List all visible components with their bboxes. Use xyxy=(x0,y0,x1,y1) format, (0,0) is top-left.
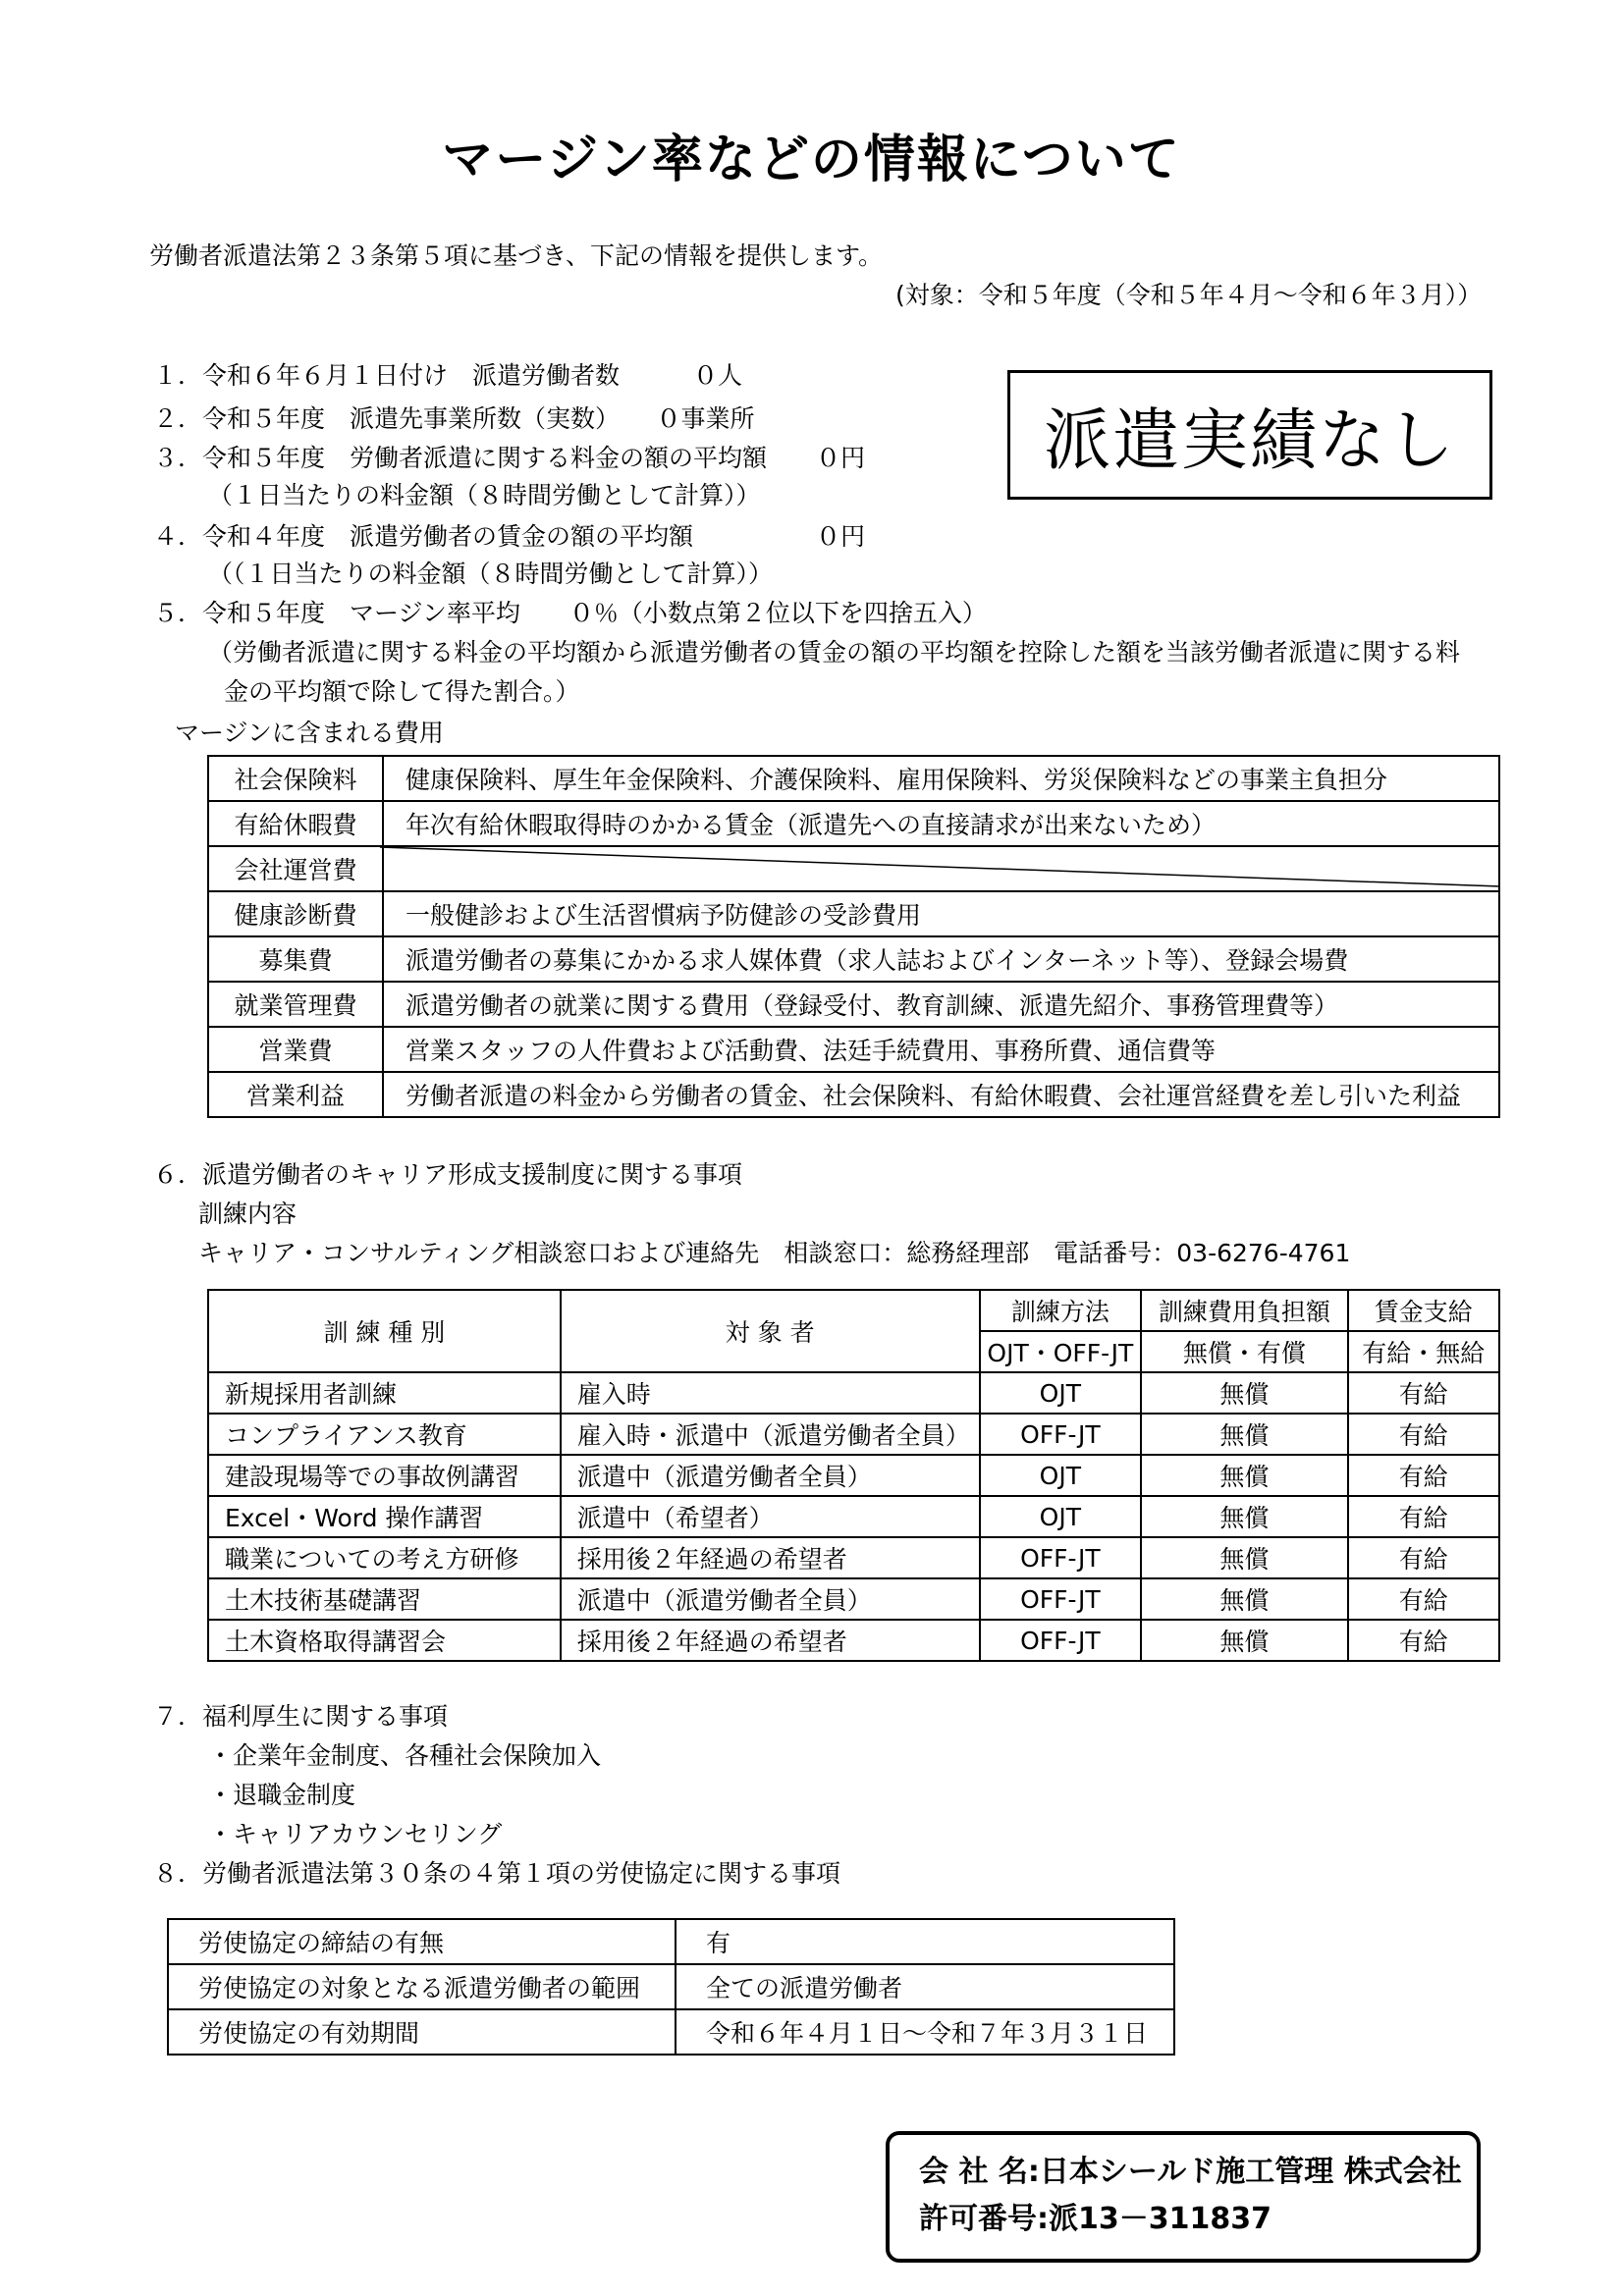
career-training-table xyxy=(207,1289,1500,1662)
table-row xyxy=(208,1414,1499,1455)
training-type-cell: 土木技術基礎講習 xyxy=(208,1578,561,1620)
target-cell: 雇入時・派遣中（派遣労働者全員） xyxy=(561,1414,980,1455)
col-training-type: 訓 練 種 別 xyxy=(208,1290,561,1372)
item-1: １．令和６年６月１日付け 派遣労働者数 ０人 xyxy=(153,361,743,390)
wage-cell: 有給 xyxy=(1348,1455,1500,1496)
cost-row xyxy=(208,936,1499,982)
cost-name: 会社運営費 xyxy=(208,846,383,891)
target-cell: 採用後２年経過の希望者 xyxy=(561,1537,980,1578)
fee-cell: 無償 xyxy=(1141,1414,1347,1455)
method-cell: OJT xyxy=(980,1372,1142,1414)
page-title: マージン率などの情報について xyxy=(442,131,1181,189)
section7-heading: ７．福利厚生に関する事項 xyxy=(153,1702,449,1731)
cost-heading: マージンに含まれる費用 xyxy=(175,719,444,747)
method-cell: OJT xyxy=(980,1496,1142,1537)
blank-cell-slash xyxy=(380,845,1500,888)
labor-label: 労使協定の有効期間 xyxy=(168,2009,676,2055)
cost-row xyxy=(208,801,1499,846)
item-2: ２．令和５年度 派遣先事業所数（実数） ０事業所 xyxy=(153,404,755,433)
method-cell: OFF-JT xyxy=(980,1414,1142,1455)
labor-row xyxy=(168,2009,1174,2055)
fee-cell: 無償 xyxy=(1141,1455,1347,1496)
col-fee-1: 訓練費用負担額 xyxy=(1141,1290,1347,1331)
item-5: ５．令和５年度 マージン率平均 ０％（小数点第２位以下を四捨五入） xyxy=(153,599,987,627)
cost-desc: 派遣労働者の就業に関する費用（登録受付、教育訓練、派遣先紹介、事務管理費等） xyxy=(383,982,1499,1027)
welfare-bullet: ・退職金制度 xyxy=(208,1781,356,1809)
fee-cell: 無償 xyxy=(1141,1537,1347,1578)
training-type-cell: 建設現場等での事故例講習 xyxy=(208,1455,561,1496)
cost-name: 健康診断費 xyxy=(208,891,383,936)
wage-cell: 有給 xyxy=(1348,1578,1500,1620)
cost-row xyxy=(208,756,1499,801)
fee-cell: 無償 xyxy=(1141,1496,1347,1537)
table-row xyxy=(208,1372,1499,1414)
cost-desc: 年次有給休暇取得時のかかる賃金（派遣先への直接請求が出来ないため） xyxy=(383,801,1499,846)
item-5-note-1: （労働者派遣に関する料金の平均額から派遣労働者の賃金の額の平均額を控除した額を当該労働者派遣に関する料 xyxy=(208,638,1461,667)
intro-text: 労働者派遣法第２３条第５項に基づき、下記の情報を提供します。 xyxy=(149,241,884,270)
wage-cell: 有給 xyxy=(1348,1496,1500,1537)
fee-cell: 無償 xyxy=(1141,1578,1347,1620)
section6-heading: ６．派遣労働者のキャリア形成支援制度に関する事項 xyxy=(153,1160,743,1189)
item-4: ４．令和４年度 派遣労働者の賃金の額の平均額 ０円 xyxy=(153,522,866,551)
fee-cell: 無償 xyxy=(1141,1620,1347,1661)
labor-label: 労使協定の締結の有無 xyxy=(168,1919,676,1964)
table-row xyxy=(208,1578,1499,1620)
labor-value: 全ての派遣労働者 xyxy=(676,1964,1174,2009)
wage-cell: 有給 xyxy=(1348,1620,1500,1661)
fee-cell: 無償 xyxy=(1141,1372,1347,1414)
cost-desc: 派遣労働者の募集にかかる求人媒体費（求人誌およびインターネット等）、登録会場費 xyxy=(383,936,1499,982)
section6-sub: 訓練内容 xyxy=(198,1200,298,1228)
target-cell: 採用後２年経過の希望者 xyxy=(561,1620,980,1661)
target-cell: 派遣中（希望者） xyxy=(561,1496,980,1537)
col-target: 対 象 者 xyxy=(561,1290,980,1372)
item-5-note-2: 金の平均額で除して得た割合。） xyxy=(224,677,580,706)
method-cell: OFF-JT xyxy=(980,1620,1142,1661)
welfare-bullet: ・キャリアカウンセリング xyxy=(208,1820,503,1848)
table-row xyxy=(208,1496,1499,1537)
method-cell: OJT xyxy=(980,1455,1142,1496)
cost-desc: 営業スタッフの人件費および活動費、法廷手続費用、事務所費、通信費等 xyxy=(383,1027,1499,1072)
cost-desc: 健康保険料、厚生年金保険料、介護保険料、雇用保険料、労災保険料などの事業主負担分 xyxy=(383,756,1499,801)
career-header-row xyxy=(208,1290,1499,1331)
career-contact: キャリア・コンサルティング相談窓口および連絡先 相談窓口：総務経理部 電話番号：03-6276-4761 xyxy=(198,1239,1351,1267)
col-method-1: 訓練方法 xyxy=(980,1290,1142,1331)
method-cell: OFF-JT xyxy=(980,1537,1142,1578)
cost-name: 有給休暇費 xyxy=(208,801,383,846)
col-fee-2: 無償・有償 xyxy=(1141,1331,1347,1372)
welfare-bullet: ・企業年金制度、各種社会保険加入 xyxy=(208,1741,602,1770)
cost-name: 社会保険料 xyxy=(208,756,383,801)
cost-row xyxy=(208,1072,1499,1117)
cost-name: 就業管理費 xyxy=(208,982,383,1027)
company-name: 会 社 名:日本シールド施工管理 株式会社 xyxy=(919,2155,1462,2189)
cost-name: 営業利益 xyxy=(208,1072,383,1117)
company-box xyxy=(886,2131,1481,2263)
labor-value: 令和６年４月１日～令和７年３月３１日 xyxy=(676,2009,1174,2055)
col-wage-1: 賃金支給 xyxy=(1348,1290,1500,1331)
target-cell: 派遣中（派遣労働者全員） xyxy=(561,1578,980,1620)
training-type-cell: Excel・Word 操作講習 xyxy=(208,1496,561,1537)
training-type-cell: 職業についての考え方研修 xyxy=(208,1537,561,1578)
target-cell: 雇入時 xyxy=(561,1372,980,1414)
labor-agreement-table xyxy=(167,1918,1175,2056)
training-type-cell: 土木資格取得講習会 xyxy=(208,1620,561,1661)
labor-label: 労使協定の対象となる派遣労働者の範囲 xyxy=(168,1964,676,2009)
cost-row xyxy=(208,1027,1499,1072)
col-wage-2: 有給・無給 xyxy=(1348,1331,1500,1372)
labor-value: 有 xyxy=(676,1919,1174,1964)
training-type-cell: 新規採用者訓練 xyxy=(208,1372,561,1414)
margin-cost-table xyxy=(207,755,1500,1118)
no-dispatch-stamp: 派遣実績なし xyxy=(1007,370,1492,500)
license-number: 許可番号:派13－311837 xyxy=(919,2202,1271,2236)
cost-desc: 一般健診および生活習慣病予防健診の受診費用 xyxy=(383,891,1499,936)
cost-row xyxy=(208,891,1499,936)
section8-heading: ８．労働者派遣法第３０条の４第１項の労使協定に関する事項 xyxy=(153,1859,841,1888)
wage-cell: 有給 xyxy=(1348,1372,1500,1414)
item-4-note: （（１日当たりの料金額（８時間労働として計算）） xyxy=(208,560,774,588)
diagonal-line xyxy=(380,847,1500,886)
labor-row xyxy=(168,1919,1174,1964)
wage-cell: 有給 xyxy=(1348,1414,1500,1455)
col-method-2: OJT・OFF-JT xyxy=(980,1331,1142,1372)
table-row xyxy=(208,1537,1499,1578)
table-row xyxy=(208,1620,1499,1661)
wage-cell: 有給 xyxy=(1348,1537,1500,1578)
cost-name: 営業費 xyxy=(208,1027,383,1072)
labor-row xyxy=(168,1964,1174,2009)
cost-row xyxy=(208,982,1499,1027)
item-3-note: （１日当たりの料金額（８時間労働として計算）） xyxy=(208,481,761,509)
table-row xyxy=(208,1455,1499,1496)
training-type-cell: コンプライアンス教育 xyxy=(208,1414,561,1455)
item-3: ３．令和５年度 労働者派遣に関する料金の額の平均額 ０円 xyxy=(153,444,866,472)
cost-desc: 労働者派遣の料金から労働者の賃金、社会保険料、有給休暇費、会社運営経費を差し引いた利益 xyxy=(383,1072,1499,1117)
method-cell: OFF-JT xyxy=(980,1578,1142,1620)
cost-name: 募集費 xyxy=(208,936,383,982)
target-cell: 派遣中（派遣労働者全員） xyxy=(561,1455,980,1496)
target-period: (対象：令和５年度（令和５年４月～令和６年３月）） xyxy=(895,281,1483,309)
